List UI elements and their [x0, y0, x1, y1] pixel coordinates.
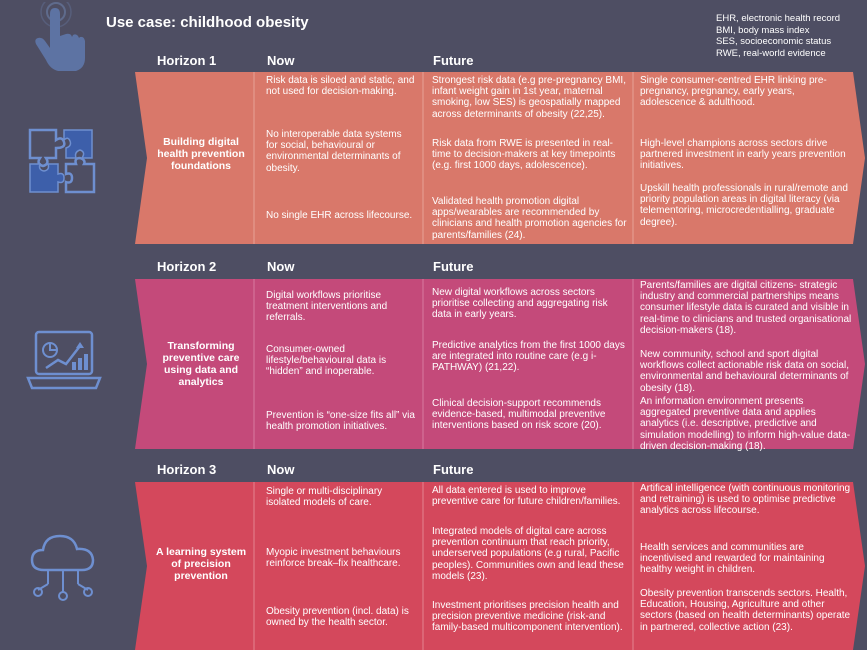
future-cell: Risk data from RWE is presented in real-time to decision-makers at key timepoints (e.g. first 1000 days, adolescence). — [432, 138, 616, 172]
horizon-1-label: Building digital health prevention foundations — [157, 136, 245, 172]
now-cell: Prevention is “one-size fits all” via health promotion initiatives. — [266, 410, 415, 433]
now-column-header: Now — [267, 462, 295, 477]
future-cell: Single consumer-centred EHR linking pre-pregnancy, pregnancy, early years, adolescence & adulthood. — [640, 75, 827, 109]
future-cell: New digital workflows across sectors prioritise collecting and aggregating risk data in early years. — [432, 287, 608, 321]
hand-pointer-icon — [22, 2, 92, 79]
horizon-3-band — [135, 482, 865, 650]
now-cell: Single or multi-disciplinary isolated models of care. — [266, 486, 383, 509]
laptop-analytics-icon — [26, 328, 102, 399]
cloud-network-icon — [26, 530, 102, 611]
puzzle-icon — [26, 126, 100, 201]
future-column-header: Future — [433, 259, 474, 274]
now-cell: No interoperable data systems for social, behavioural or environmental determinants of obesity. — [266, 129, 402, 174]
future-cell: Investment prioritises precision health and precision preventive medicine (risk-and family-based multicomponent intervention). — [432, 600, 623, 634]
future-cell: Predictive analytics from the first 1000 days are integrated into routine care (e.g i-PATHWAY) (21,22). — [432, 340, 625, 374]
page-title: Use case: childhood obesity — [106, 14, 309, 31]
future-cell: Integrated models of digital care across prevention continuum that reach priority, underserved populations (e.g rural, Pacific peoples). Communities own and lead these models (23). — [432, 526, 624, 582]
horizon-3-label: A learning system of precision prevention — [155, 546, 247, 582]
now-column-header: Now — [267, 259, 295, 274]
now-cell: Risk data is siloed and static, and not used for decision-making. — [266, 75, 415, 98]
future-cell: Parents/families are digital citizens- strategic industry and commercial partnerships means consumer lifestyle data is curated and visible in real-time to clinicians and trusted organisational decision-makers (18). — [640, 280, 852, 336]
future-cell: High-level champions across sectors drive partnered investment in early years prevention initiatives. — [640, 138, 846, 172]
future-cell: An information environment presents aggregated preventive data and applies analytics (i.e. descriptive, predictive and simulation modelling) to inform high-value data-driven decision-making (18). — [640, 396, 851, 452]
horizon-2-header: Horizon 2 — [157, 259, 217, 274]
legend-item: BMI, body mass index — [716, 24, 810, 36]
future-cell: Obesity prevention transcends sectors. Health, Education, Housing, Agriculture and other sectors (based on health determinants) operate in partnered, collective action (23). — [640, 588, 851, 633]
legend-item: RWE, real-world evidence — [716, 47, 826, 59]
future-cell: New community, school and sport digital workflows collect actionable risk data on social, environmental and behavioural determinants of obesity (18). — [640, 349, 849, 394]
now-cell: Consumer-owned lifestyle/behavioural data is “hidden” and inoperable. — [266, 344, 387, 378]
now-column-header: Now — [267, 53, 295, 68]
horizon-1-band — [135, 72, 865, 244]
horizon-1-header: Horizon 1 — [157, 53, 217, 68]
legend-item: SES, socioeconomic status — [716, 36, 832, 47]
future-column-header: Future — [433, 462, 474, 477]
future-cell: Health services and communities are incentivised and rewarded for maintaining healthy weight in children. — [640, 542, 825, 576]
abbreviation-legend — [716, 13, 840, 59]
now-cell: Obesity prevention (incl. data) is owned by the health sector. — [266, 606, 409, 629]
legend-item: EHR, electronic health record — [716, 13, 841, 24]
future-column-header: Future — [433, 53, 474, 68]
future-cell: Validated health promotion digital apps/wearables are recommended by clinicians and health promotion agencies for parents/families (24). — [432, 196, 627, 241]
future-cell: Artifical intelligence (with continuous monitoring and retraining) is used to optimise predictive analytics across lifecourse. — [640, 483, 851, 517]
horizon-2-label: Transforming preventive care using data and analytics — [162, 340, 240, 388]
now-cell: No single EHR across lifecourse. — [266, 210, 413, 221]
now-cell: Myopic investment behaviours reinforce break–fix healthcare. — [266, 547, 401, 570]
horizon-2-band — [135, 279, 865, 452]
future-cell: All data entered is used to improve preventive care for future children/families. — [432, 485, 621, 508]
future-cell: Strongest risk data (e.g pre-pregnancy BMI, infant weight gain in 1st year, maternal smoking, low SES) is geospatially mapped across determinants of obesity (22,25). — [432, 75, 626, 120]
future-cell: Clinical decision-support recommends evidence-based, multimodal preventive interventions based on risk score (20). — [432, 398, 606, 432]
future-cell: Upskill health professionals in rural/remote and priority population areas in digital literacy (via telementoring, microcredentialling, graduate degree). — [640, 183, 848, 228]
now-cell: Digital workflows prioritise treatment interventions and referrals. — [266, 290, 388, 324]
horizon-3-header: Horizon 3 — [157, 462, 217, 477]
